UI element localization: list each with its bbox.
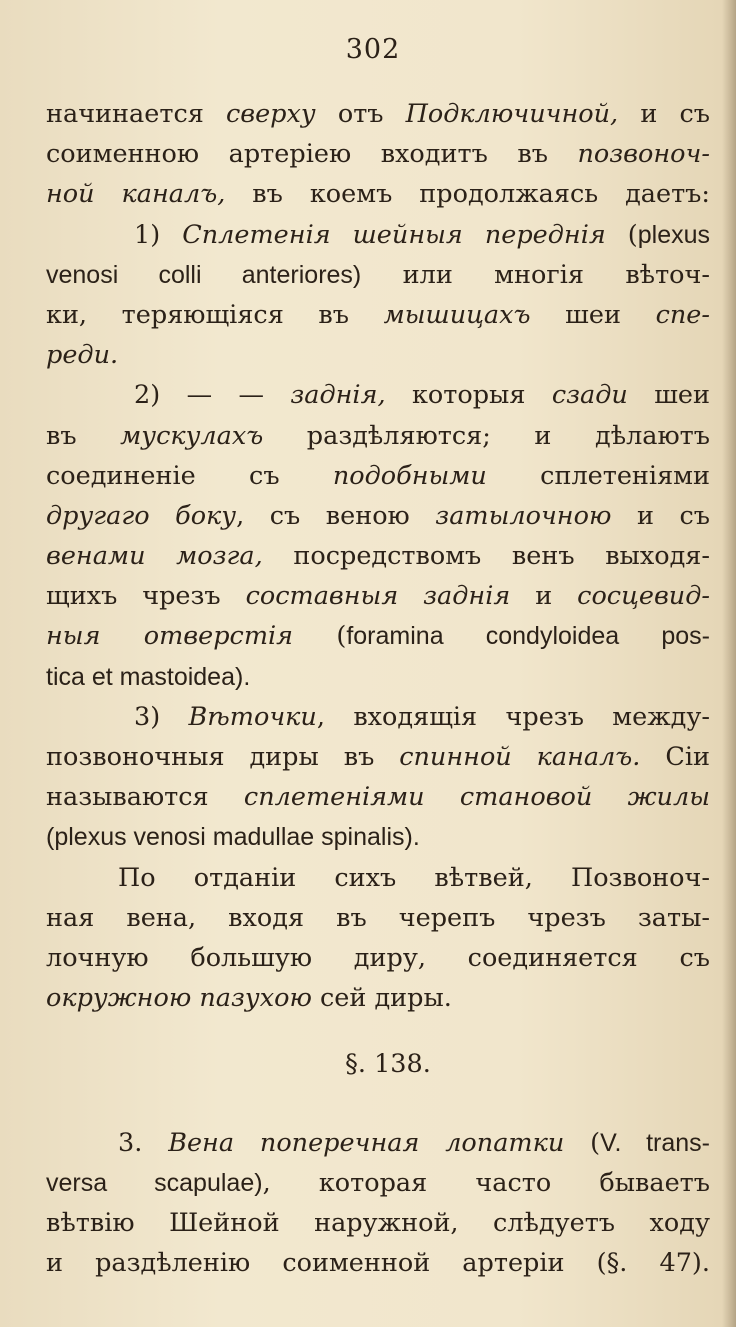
text-line [46, 496, 710, 536]
text-run: 2) — — [134, 380, 291, 411]
text-line [46, 536, 710, 576]
text-line [46, 255, 710, 295]
text-run: 3) [134, 701, 189, 732]
text-run: начинается [46, 99, 226, 129]
text-run: заднія, [290, 380, 386, 411]
text-run: и [510, 581, 578, 612]
text-run: 3. [118, 1127, 169, 1158]
section-heading [46, 1044, 710, 1084]
text-line [46, 737, 710, 777]
text-line [46, 817, 710, 857]
text-line [46, 576, 710, 616]
text-line [46, 938, 710, 978]
text-run: реди. [46, 340, 119, 371]
text-line [46, 1203, 710, 1243]
text-run: По отданіи сихъ вѣтвей, Позвоноч- [118, 862, 710, 893]
text-run: позвоночныя диры въ [46, 742, 400, 772]
text-line [46, 295, 710, 335]
text-run: ( [293, 621, 347, 652]
text-run: соединеніе съ [46, 460, 333, 491]
text-run: вѣтвію Шейной наружной, слѣдуетъ ходу [46, 1207, 710, 1238]
text-line [46, 1163, 710, 1203]
text-run: спинной каналъ. [399, 742, 641, 772]
text-run: щихъ чрезъ [46, 581, 246, 612]
text-run: въ коемъ продолжаясь даетъ: [225, 179, 710, 210]
text-run: которыя [385, 380, 552, 411]
text-run: tica et mastoidea). [46, 662, 251, 691]
text-run: мышицахъ [383, 299, 531, 330]
text-run: venosi colli anteriores) [46, 260, 362, 289]
text-run: сосцевид- [577, 581, 710, 612]
text-run: и съ [611, 500, 710, 531]
text-run: сплетеніями [486, 460, 710, 491]
text-run: составныя заднія [245, 581, 511, 612]
text-line [46, 134, 710, 174]
text-run: называются [46, 782, 244, 813]
text-run: ( [605, 219, 638, 250]
text-line [46, 1123, 710, 1163]
text-run: ( [564, 1127, 601, 1158]
text-run: сверху [225, 99, 316, 129]
text-run: plexus [637, 220, 711, 249]
text-line [46, 335, 710, 375]
text-run: Вѣточки [188, 701, 317, 732]
text-run: ). [404, 823, 420, 852]
text-run: позвоноч- [577, 139, 710, 170]
text-run: V. trans- [600, 1128, 710, 1157]
text-run: , которая часто бываетъ [262, 1167, 711, 1198]
text-run: plexus venosi madullae spinalis [54, 823, 405, 852]
text-run: шеи [627, 380, 710, 411]
text-run: ной каналъ, [46, 179, 226, 210]
text-run: сей диры. [311, 983, 452, 1014]
text-run: ( [46, 823, 55, 852]
text-run: и съ [618, 99, 710, 129]
text-run: §. 138. [345, 1049, 431, 1080]
text-run: или многія вѣточ- [361, 259, 710, 290]
text-run: другаго боку [46, 500, 237, 531]
text-run: 1) [134, 219, 183, 250]
text-run: сзади [551, 380, 628, 411]
text-run: лочную большую диру, соединяется съ [46, 942, 710, 973]
text-line [46, 858, 710, 898]
text-run: Сіи [640, 742, 710, 772]
page-number: 302 [345, 34, 401, 65]
text-line [46, 616, 710, 656]
page-edge-shadow [722, 0, 736, 1327]
text-line [46, 657, 710, 697]
text-run: сплетеніями становой жилы [243, 782, 710, 813]
text-run: foramina condyloidea pos- [346, 622, 710, 651]
text-run: посредствомъ венъ выходя- [262, 541, 710, 572]
text-run: ная вена, входя въ черепъ чрезъ заты- [46, 902, 710, 933]
text-run: венами мозга, [46, 541, 263, 572]
text-run: затылочною [435, 500, 612, 531]
text-run: Сплетенія шейныя переднія [182, 219, 606, 250]
text-run: ки, теряющіяся въ [46, 299, 384, 330]
text-line [46, 416, 710, 456]
text-run: окружною пазухою [46, 983, 312, 1014]
text-line [46, 456, 710, 496]
text-run: подобными [332, 460, 487, 491]
text-line [46, 1243, 710, 1283]
text-line [46, 94, 710, 134]
text-run: спе- [655, 299, 710, 330]
text-run: соименною артеріею входитъ въ [46, 139, 578, 170]
text-run: отъ [315, 99, 406, 129]
text-run: ныя отверстія [46, 621, 294, 652]
text-run: , съ веною [236, 500, 436, 531]
text-line [46, 375, 710, 415]
text-run: Вена поперечная лопатки [168, 1127, 565, 1158]
text-run: въ [46, 420, 121, 451]
text-run: раздѣляются; и дѣлаютъ [263, 420, 711, 451]
text-line [46, 978, 710, 1018]
text-line [46, 174, 710, 214]
text-run: versa scapulae) [46, 1168, 263, 1197]
text-run: шеи [530, 299, 656, 330]
text-run: и раздѣленію соименной артеріи (§. 47). [46, 1248, 710, 1279]
text-line [46, 697, 710, 737]
text-line [46, 898, 710, 938]
text-line [46, 215, 710, 255]
text-run: Подключичной, [405, 99, 619, 129]
text-run: , входящія чрезъ между- [316, 701, 710, 732]
body-text [46, 94, 710, 1283]
text-run: мускулахъ [120, 420, 264, 451]
text-line [46, 777, 710, 817]
